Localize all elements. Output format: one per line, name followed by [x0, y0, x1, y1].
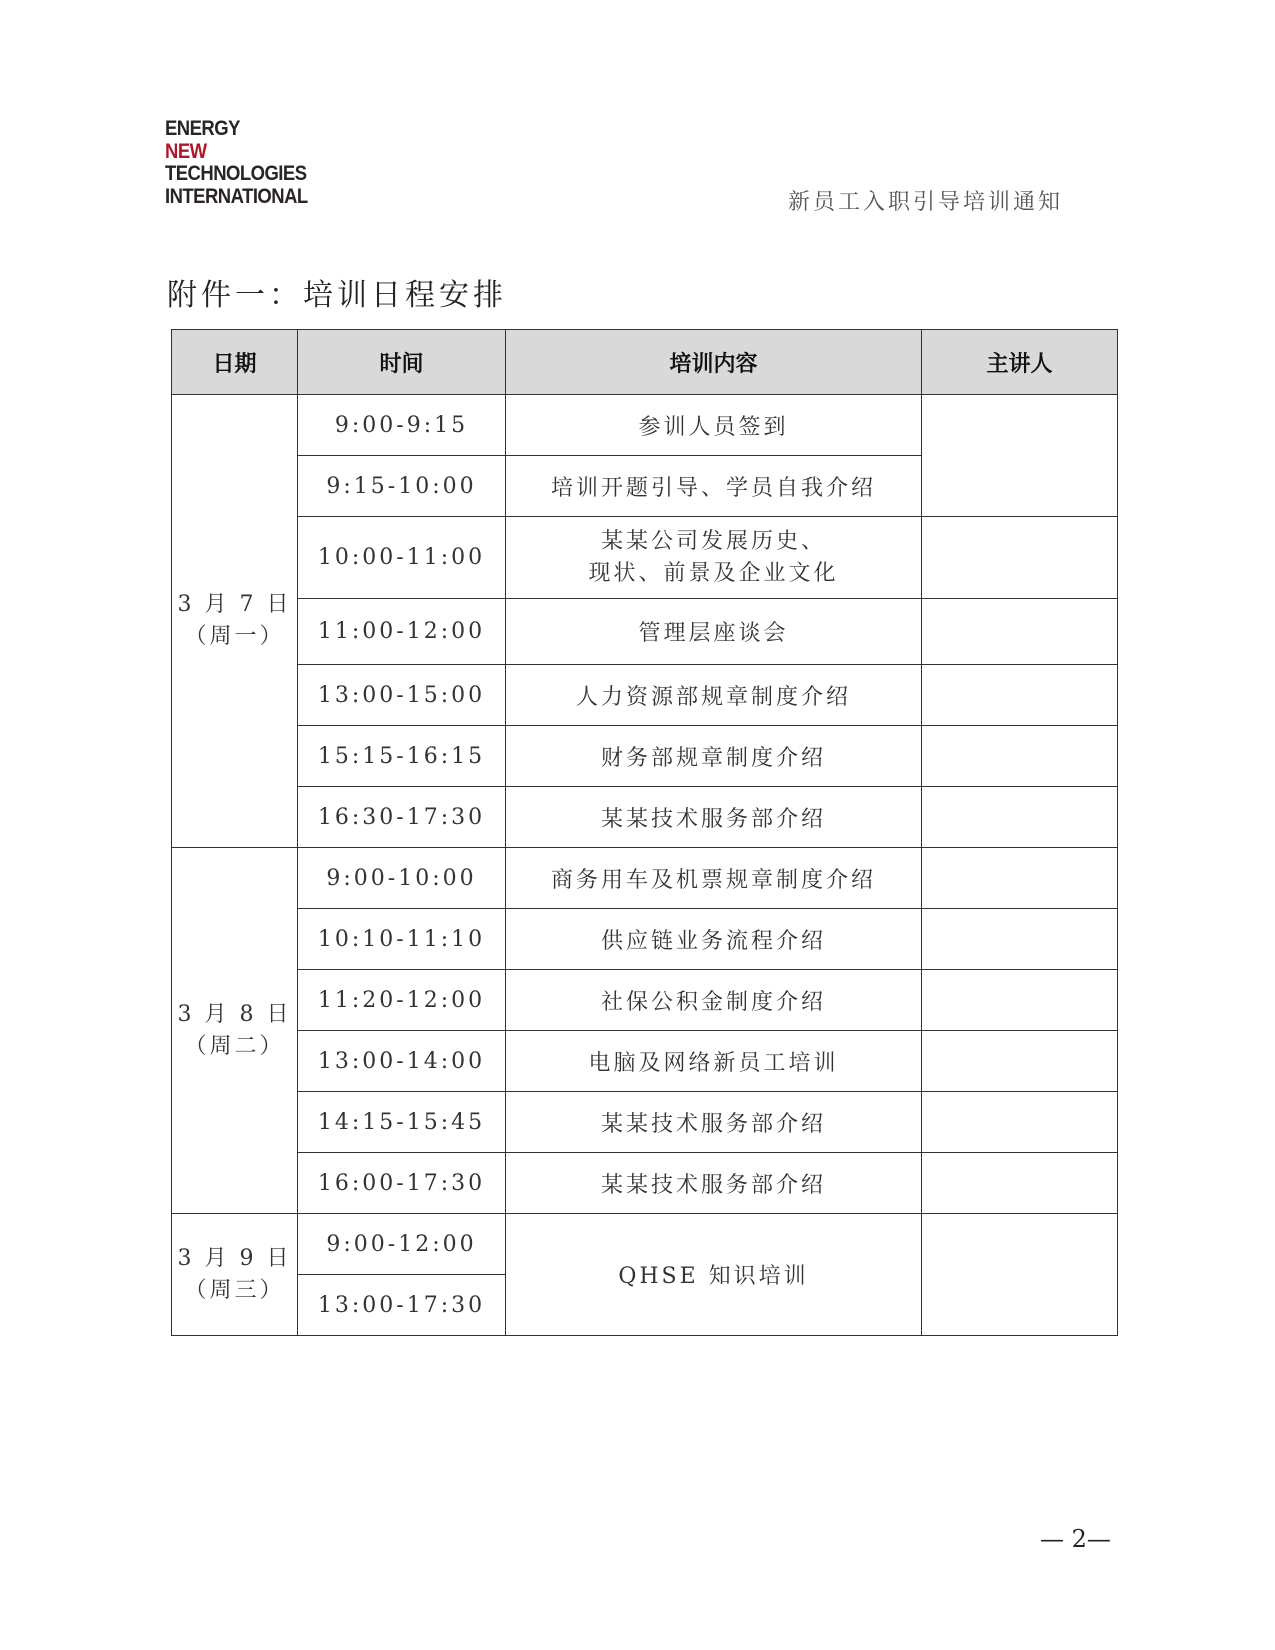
time-cell: 13:00-14:00: [298, 1031, 506, 1092]
time-cell: 10:00-11:00: [298, 517, 506, 599]
table-row: [172, 1153, 1118, 1214]
section-heading: 附件一：培训日程安排: [167, 278, 507, 313]
header-time: 时间: [298, 330, 506, 395]
date-label: 3 月 8 日: [177, 1001, 292, 1027]
company-logo: [165, 118, 308, 208]
time-cell: 14:15-15:45: [298, 1092, 506, 1153]
speaker-cell: [922, 599, 1118, 665]
logo-line-international: INTERNATIONAL: [165, 184, 308, 208]
content-line: 现状、前景及企业文化: [588, 560, 839, 586]
content-cell: [506, 517, 922, 599]
speaker-cell: [922, 1031, 1118, 1092]
time-cell: 15:15-16:15: [298, 726, 506, 787]
speaker-cell: [922, 970, 1118, 1031]
time-cell: 9:15-10:00: [298, 456, 506, 517]
header-speaker: 主讲人: [922, 330, 1118, 395]
page-number: — 2—: [1040, 1525, 1111, 1553]
content-cell: 电脑及网络新员工培训: [506, 1031, 922, 1092]
content-cell: 社保公积金制度介绍: [506, 970, 922, 1031]
speaker-cell: [922, 665, 1118, 726]
table-row: [172, 665, 1118, 726]
speaker-cell: [922, 395, 1118, 517]
time-cell: 13:00-15:00: [298, 665, 506, 726]
time-cell: 13:00-17:30: [298, 1275, 506, 1336]
time-cell: 10:10-11:10: [298, 909, 506, 970]
table-row: [172, 970, 1118, 1031]
time-cell: 9:00-12:00: [298, 1214, 506, 1275]
table-row: [172, 787, 1118, 848]
table-row: [172, 1214, 1118, 1275]
logo-line-new: NEW: [165, 139, 207, 163]
date-label: 3 月 7 日: [177, 592, 292, 617]
table-row: [172, 599, 1118, 665]
speaker-cell: [922, 726, 1118, 787]
date-label: 3 月 9 日: [177, 1245, 292, 1271]
weekday-label: （周三）: [184, 1277, 285, 1303]
table-row: [172, 1092, 1118, 1153]
date-cell: [172, 395, 298, 848]
time-cell: 16:00-17:30: [298, 1153, 506, 1214]
time-cell: 11:00-12:00: [298, 599, 506, 665]
speaker-cell: [922, 848, 1118, 909]
speaker-cell: [922, 1214, 1118, 1336]
header-date: 日期: [172, 330, 298, 395]
content-cell: 商务用车及机票规章制度介绍: [506, 848, 922, 909]
document-title: 新员工入职引导培训通知: [787, 190, 1063, 215]
logo-line-energy: ENERGY: [165, 117, 240, 140]
content-cell: 人力资源部规章制度介绍: [506, 665, 922, 726]
date-cell: [172, 848, 298, 1214]
table-row: [172, 1031, 1118, 1092]
table-row: [172, 395, 1118, 456]
table-row: [172, 909, 1118, 970]
table-row: [172, 726, 1118, 787]
content-cell: 某某技术服务部介绍: [506, 787, 922, 848]
content-cell: 参训人员签到: [506, 395, 922, 456]
content-cell: 管理层座谈会: [506, 599, 922, 665]
speaker-cell: [922, 787, 1118, 848]
content-line: 某某公司发展历史、: [600, 528, 826, 554]
speaker-cell: [922, 1092, 1118, 1153]
content-cell: 某某技术服务部介绍: [506, 1153, 922, 1214]
weekday-label: （周二）: [184, 1033, 285, 1059]
speaker-cell: [922, 1153, 1118, 1214]
table-row: [172, 517, 1118, 599]
content-cell: QHSE 知识培训: [506, 1214, 922, 1336]
time-cell: 11:20-12:00: [298, 970, 506, 1031]
date-cell: [172, 1214, 298, 1336]
table-row: [172, 848, 1118, 909]
speaker-cell: [922, 909, 1118, 970]
content-cell: 培训开题引导、学员自我介绍: [506, 456, 922, 517]
speaker-cell: [922, 517, 1118, 599]
header-content: 培训内容: [506, 330, 922, 395]
time-cell: 9:00-9:15: [298, 395, 506, 456]
content-cell: 财务部规章制度介绍: [506, 726, 922, 787]
time-cell: 9:00-10:00: [298, 848, 506, 909]
content-cell: 某某技术服务部介绍: [506, 1092, 922, 1153]
time-cell: 16:30-17:30: [298, 787, 506, 848]
table-header-row: [172, 330, 1118, 395]
weekday-label: （周一）: [184, 624, 285, 649]
logo-line-technologies: TECHNOLOGIES: [165, 162, 307, 185]
training-schedule-table: [171, 329, 1118, 1336]
content-cell: 供应链业务流程介绍: [506, 909, 922, 970]
